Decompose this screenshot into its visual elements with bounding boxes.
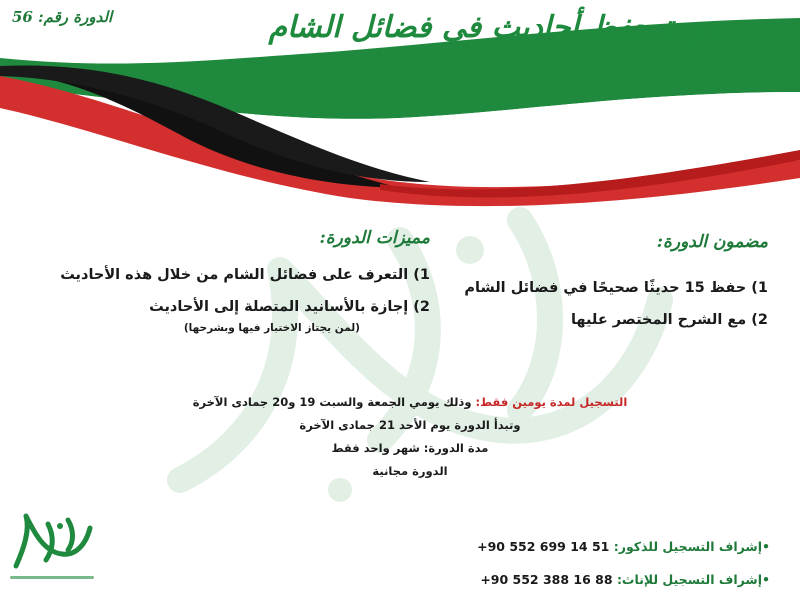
female-contact-label: •إشراف التسجيل للإناث: — [616, 572, 770, 587]
course-number-value: 56 — [12, 8, 33, 26]
list-item: 1) التعرف على فضائل الشام من خلال هذه الأحاديث — [60, 267, 430, 283]
calligraphy-logo-icon — [4, 508, 100, 588]
list-item: 2) إجازة بالأسانيد المتصلة إلى الأحاديث — [149, 299, 430, 315]
registration-line — [190, 391, 630, 414]
contact-list — [470, 530, 770, 596]
female-contact-number[interactable]: +90 552 388 16 88 — [480, 572, 613, 587]
features-section-list — [30, 262, 430, 336]
male-contact — [470, 530, 770, 563]
registration-info — [190, 391, 630, 483]
duration-line: مدة الدورة: شهر واحد فقط — [331, 441, 489, 455]
list-item: 1) حفظ 15 حديثًا صحيحًا في فضائل الشام — [464, 280, 768, 296]
content-section-list — [448, 275, 768, 333]
features-section-heading: مميزات الدورة: — [319, 228, 430, 248]
female-contact — [470, 563, 770, 596]
free-line: الدورة مجانية — [372, 464, 448, 478]
list-item: 2) مع الشرح المختصر عليها — [570, 312, 768, 328]
content-section-heading: مضمون الدورة: — [656, 232, 768, 252]
course-number — [12, 8, 122, 26]
registration-text: وذلك يومي الجمعة والسبت 19 و20 جمادى الآخرة — [192, 395, 472, 409]
registration-label: التسجيل لمدة يومين فقط: — [475, 395, 628, 409]
page-title: دورة حفظ أحاديث في فضائل الشام — [268, 10, 720, 45]
male-contact-number[interactable]: +90 552 699 14 51 — [477, 539, 610, 554]
features-note: (لمن يجتاز الاختبار فيها وبشرحها) — [183, 322, 360, 334]
course-number-label: الدورة رقم: — [38, 8, 113, 26]
start-date-line: وتبدأ الدورة يوم الأحد 21 جمادى الآخرة — [299, 418, 521, 432]
male-contact-label: •إشراف التسجيل للذكور: — [613, 539, 770, 554]
